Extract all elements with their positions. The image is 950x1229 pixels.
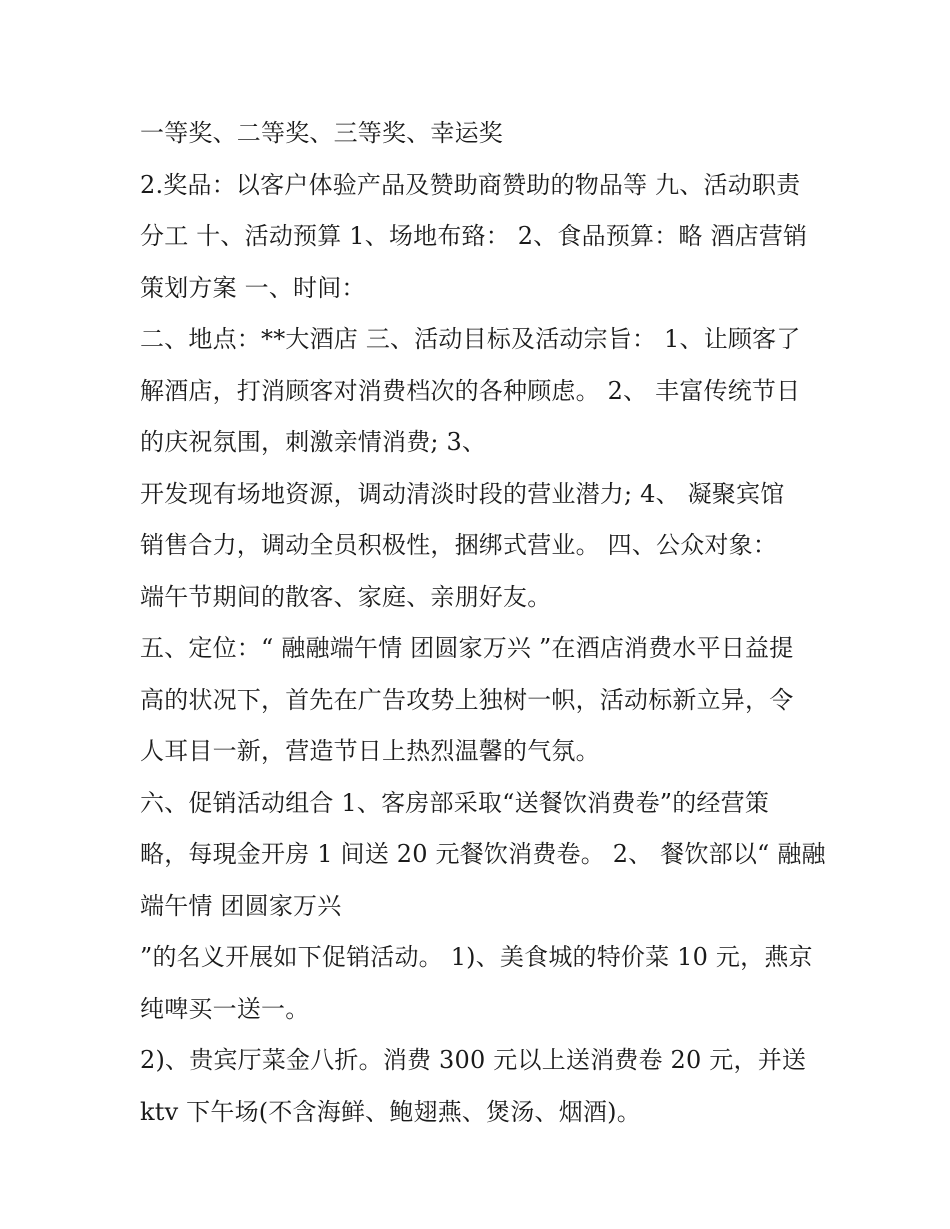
text-line: 端午情 团圆家万兴	[140, 891, 342, 920]
text-line: 高的状况下，首先在广告攻势上独树一帜，活动标新立异，令	[140, 685, 794, 714]
text-line: 分工 十、活动预算 1、场地布臵： 2、食品预算：略 酒店营销	[140, 222, 808, 250]
text-line: 2)、贵宾厅菜金八折。消费 300 元以上送消费卷 20 元，并送	[140, 1046, 807, 1074]
text-line: 六、促销活动组合 1、客房部采取“送餐饮消费卷”的经营策	[140, 788, 770, 817]
text-line: 的庆祝氛围，刺激亲情消费; 3、	[140, 428, 487, 456]
text-line: 销售合力，调动全员积极性，捆绑式营业。 四、公众对象：	[140, 531, 778, 559]
text-line: 五、定位：“ 融融端午情 团圆家万兴 ”在酒店消费水平日益提	[140, 634, 794, 662]
text-line: 端午节期间的散客、家庭、亲朋好友。	[140, 582, 552, 611]
text-line: 解酒店，打消顾客对消费档次的各种顾虑。 2、 丰富传统节日	[140, 376, 801, 405]
text-line: 一等奖、二等奖、三等奖、幸运奖	[140, 119, 503, 147]
text-line: 人耳目一新，营造节日上热烈温馨的气氛。	[140, 737, 600, 765]
text-line: 策划方案 一、时间：	[140, 273, 366, 302]
text-line: 略，每現金开房 1 间送 20 元餐饮消费卷。 2、 餐饮部以“ 融融	[140, 840, 826, 868]
text-line: 二、地点：**大酒店 三、活动目标及活动宗旨： 1、让顾客了	[140, 325, 801, 353]
text-line: ”的名义开展如下促销活动。 1)、美食城的特价菜 10 元，燕京	[140, 943, 813, 971]
document-body	[140, 108, 826, 1138]
text-line: ktv 下午场(不含海鲜、鲍翅燕、煲汤、烟酒)。	[140, 1097, 641, 1126]
text-line: 2.奖品：以客户体验产品及赞助商赞助的物品等 九、活动职责	[140, 170, 801, 199]
text-line: 开发现有场地资源，调动清淡时段的营业潜力; 4、 凝聚宾馆	[140, 479, 785, 508]
text-line: 纯啤买一送一。	[140, 994, 310, 1023]
